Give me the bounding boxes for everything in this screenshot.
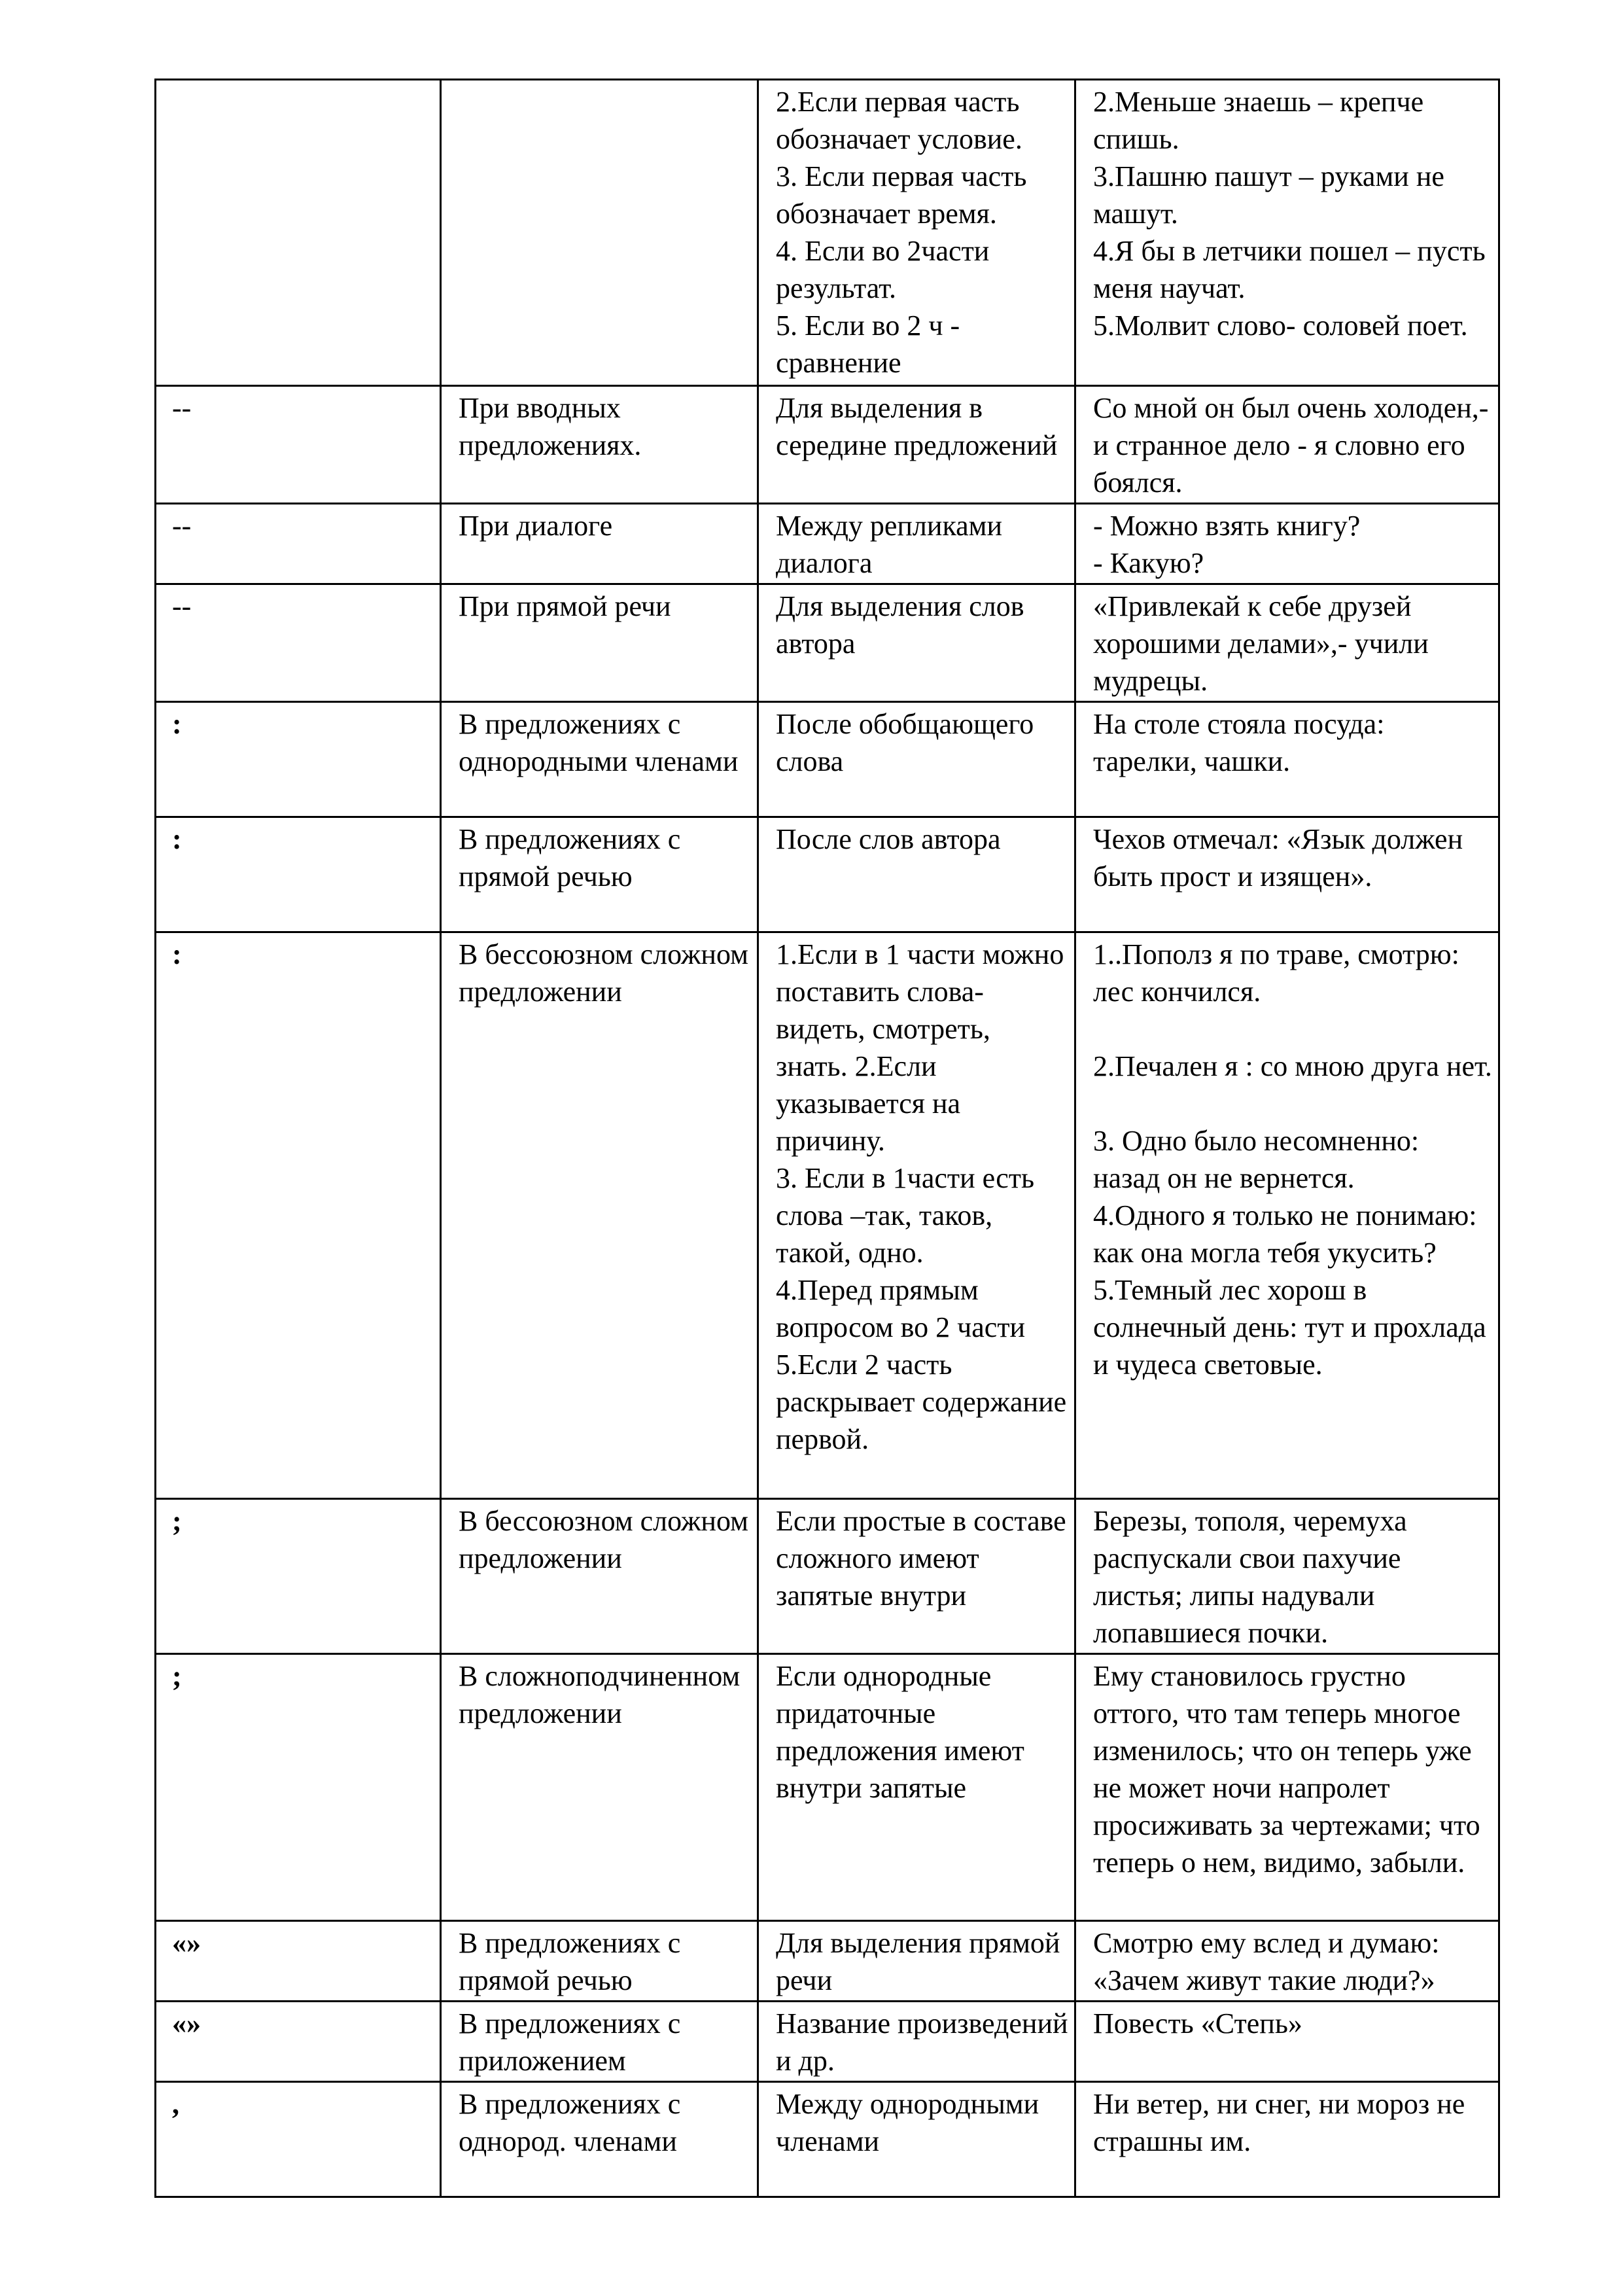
table-row: [156, 1654, 1499, 1921]
case-cell: В предложениях с однородными членами: [441, 702, 758, 817]
case-cell: В предложениях с приложением: [441, 2002, 758, 2082]
case-cell: [441, 80, 758, 386]
case-cell: В бессоюзном сложном предложении: [441, 932, 758, 1499]
sign-cell: «»: [156, 2002, 441, 2082]
sign-cell: :: [156, 817, 441, 932]
case-cell: При прямой речи: [441, 584, 758, 702]
example-cell: 1..Пополз я по траве, смотрю: лес кончился. 2.Печален я : со мною друга нет. 3. Одно было несомненно: назад он не вернется. 4.Одного я только не понимаю: как она могла тебя укусить? 5.Темный лес хорош в солнечный день: тут и прохлада и чудеса световые.: [1075, 932, 1499, 1499]
rule-cell: Если простые в составе сложного имеют запятые внутри: [758, 1499, 1075, 1654]
case-cell: В предложениях с однород. членами: [441, 2082, 758, 2197]
table-row: [156, 504, 1499, 584]
rule-cell: После слов автора: [758, 817, 1075, 932]
table-row: [156, 1499, 1499, 1654]
sign-cell: --: [156, 584, 441, 702]
example-cell: 2.Меньше знаешь – крепче спишь. 3.Пашню пашут – руками не машут. 4.Я бы в летчики пошел – пусть меня научат. 5.Молвит слово- соловей поет.: [1075, 80, 1499, 386]
rule-cell: Название произведений и др.: [758, 2002, 1075, 2082]
case-cell: При диалоге: [441, 504, 758, 584]
rule-cell: Между однородными членами: [758, 2082, 1075, 2197]
table-row: [156, 932, 1499, 1499]
table-row: [156, 1921, 1499, 2002]
case-cell: В предложениях с прямой речью: [441, 817, 758, 932]
sign-cell: --: [156, 386, 441, 504]
case-cell: В сложноподчиненном предложении: [441, 1654, 758, 1921]
example-cell: Чехов отмечал: «Язык должен быть прост и изящен».: [1075, 817, 1499, 932]
sign-cell: --: [156, 504, 441, 584]
table-row: [156, 817, 1499, 932]
example-cell: Ему становилось грустно оттого, что там теперь многое изменилось; что он теперь уже не может ночи напролет просиживать за чертежами; что теперь о нем, видимо, забыли.: [1075, 1654, 1499, 1921]
sign-cell: :: [156, 702, 441, 817]
sign-cell: ,: [156, 2082, 441, 2197]
example-cell: «Привлекай к себе друзей хорошими делами»,- учили мудрецы.: [1075, 584, 1499, 702]
table-row: [156, 2082, 1499, 2197]
example-cell: Ни ветер, ни снег, ни мороз не страшны им.: [1075, 2082, 1499, 2197]
table-row: [156, 2002, 1499, 2082]
example-cell: Со мной он был очень холоден,- и странное дело - я словно его боялся.: [1075, 386, 1499, 504]
sign-cell: [156, 80, 441, 386]
table-row: [156, 584, 1499, 702]
rule-cell: 1.Если в 1 части можно поставить слова- видеть, смотреть, знать. 2.Если указывается на причину. 3. Если в 1части есть слова –так, таков, такой, одно. 4.Перед прямым вопросом во 2 части 5.Если 2 часть раскрывает содержание первой.: [758, 932, 1075, 1499]
rule-cell: 2.Если первая часть обозначает условие. 3. Если первая часть обозначает время. 4. Если во 2части результат. 5. Если во 2 ч - сравнение: [758, 80, 1075, 386]
sign-cell: «»: [156, 1921, 441, 2002]
example-cell: Повесть «Степь»: [1075, 2002, 1499, 2082]
table-row: [156, 80, 1499, 386]
table-row: [156, 702, 1499, 817]
case-cell: При вводных предложениях.: [441, 386, 758, 504]
rule-cell: Для выделения в середине предложений: [758, 386, 1075, 504]
rule-cell: Для выделения прямой речи: [758, 1921, 1075, 2002]
rule-cell: После обобщающего слова: [758, 702, 1075, 817]
case-cell: В предложениях с прямой речью: [441, 1921, 758, 2002]
sign-cell: :: [156, 932, 441, 1499]
punctuation-rules-table: [154, 79, 1500, 2198]
rule-cell: Между репликами диалога: [758, 504, 1075, 584]
rule-cell: Для выделения слов автора: [758, 584, 1075, 702]
case-cell: В бессоюзном сложном предложении: [441, 1499, 758, 1654]
rule-cell: Если однородные придаточные предложения имеют внутри запятые: [758, 1654, 1075, 1921]
sign-cell: ;: [156, 1654, 441, 1921]
example-cell: - Можно взять книгу? - Какую?: [1075, 504, 1499, 584]
example-cell: Березы, тополя, черемуха распускали свои пахучие листья; липы надували лопавшиеся почки.: [1075, 1499, 1499, 1654]
example-cell: На столе стояла посуда: тарелки, чашки.: [1075, 702, 1499, 817]
example-cell: Смотрю ему вслед и думаю: «Зачем живут такие люди?»: [1075, 1921, 1499, 2002]
sign-cell: ;: [156, 1499, 441, 1654]
table-row: [156, 386, 1499, 504]
